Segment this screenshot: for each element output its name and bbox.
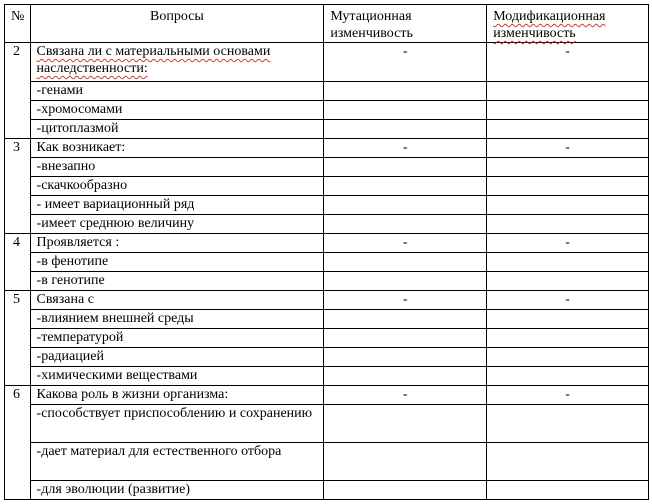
mutational-cell: - <box>324 139 487 158</box>
row-number: 3 <box>5 139 31 234</box>
modificational-cell: - <box>487 291 649 310</box>
modificational-cell <box>487 443 649 481</box>
answer-option: -внезапно <box>30 158 324 177</box>
mutational-cell <box>324 177 487 196</box>
table-row <box>5 291 649 310</box>
table-row <box>5 405 649 443</box>
modificational-cell <box>487 158 649 177</box>
mutational-cell: - <box>324 234 487 253</box>
answer-option: -способствует приспособлению и сохранению <box>30 405 324 443</box>
modificational-cell <box>487 120 649 139</box>
modificational-cell <box>487 329 649 348</box>
answer-option: -скачкообразно <box>30 177 324 196</box>
table-row <box>5 253 649 272</box>
mutational-cell <box>324 272 487 291</box>
mutational-cell <box>324 329 487 348</box>
row-number: 4 <box>5 234 31 291</box>
modificational-cell: - <box>487 234 649 253</box>
question-text: Связана с <box>30 291 324 310</box>
answer-option: -в генотипе <box>30 272 324 291</box>
table-row <box>5 234 649 253</box>
modificational-cell <box>487 82 649 101</box>
modificational-cell <box>487 272 649 291</box>
table-row <box>5 101 649 120</box>
table-row <box>5 348 649 367</box>
table-row <box>5 82 649 101</box>
answer-option: -имеет среднюю величину <box>30 215 324 234</box>
mutational-cell <box>324 481 487 500</box>
answer-option: -температурой <box>30 329 324 348</box>
mutational-cell <box>324 120 487 139</box>
table-row <box>5 443 649 481</box>
answer-option: - имеет вариационный ряд <box>30 196 324 215</box>
answer-option: -хромосомами <box>30 101 324 120</box>
table-row <box>5 367 649 386</box>
answer-option: -дает материал для естественного отбора <box>30 443 324 481</box>
table-row <box>5 158 649 177</box>
answer-option: -радиацией <box>30 348 324 367</box>
header-questions: Вопросы <box>30 5 324 43</box>
modificational-cell <box>487 481 649 500</box>
table-row <box>5 215 649 234</box>
modificational-cell <box>487 310 649 329</box>
table-row <box>5 329 649 348</box>
answer-option: -генами <box>30 82 324 101</box>
answer-option: -химическими веществами <box>30 367 324 386</box>
mutational-cell <box>324 443 487 481</box>
mutational-cell <box>324 158 487 177</box>
header-modificational-line1: Модификационная <box>493 9 606 24</box>
modificational-cell <box>487 177 649 196</box>
mutational-cell <box>324 196 487 215</box>
mutational-cell <box>324 310 487 329</box>
mutational-cell <box>324 101 487 120</box>
modificational-cell <box>487 215 649 234</box>
header-number: № <box>5 5 31 43</box>
table-row <box>5 196 649 215</box>
modificational-cell: - <box>487 386 649 405</box>
answer-option: -в фенотипе <box>30 253 324 272</box>
table-row <box>5 177 649 196</box>
mutational-cell: - <box>324 291 487 310</box>
questions-table <box>4 4 649 500</box>
table-row <box>5 43 649 82</box>
question-text-label: Связана ли с материальными основами наследственности: <box>36 44 271 76</box>
table-row <box>5 386 649 405</box>
answer-option: -влиянием внешней среды <box>30 310 324 329</box>
modificational-cell <box>487 253 649 272</box>
row-number: 5 <box>5 291 31 386</box>
mutational-cell: - <box>324 43 487 82</box>
table-row <box>5 272 649 291</box>
answer-option: -цитоплазмой <box>30 120 324 139</box>
header-mutational-line1: Мутационная <box>330 9 412 24</box>
mutational-cell: - <box>324 386 487 405</box>
header-row <box>5 5 649 43</box>
mutational-cell <box>324 348 487 367</box>
row-number: 2 <box>5 43 31 139</box>
mutational-cell <box>324 215 487 234</box>
mutational-cell <box>324 82 487 101</box>
table-row <box>5 139 649 158</box>
answer-option: -для эволюции (развитие) <box>30 481 324 500</box>
question-text: Как возникает: <box>30 139 324 158</box>
modificational-cell: - <box>487 43 649 82</box>
question-text: Какова роль в жизни организма: <box>30 386 324 405</box>
question-text <box>30 43 324 82</box>
header-modificational <box>487 5 649 43</box>
modificational-cell <box>487 405 649 443</box>
modificational-cell <box>487 367 649 386</box>
modificational-cell: - <box>487 139 649 158</box>
header-modificational-line2: изменчивость <box>493 26 576 41</box>
header-mutational <box>324 5 487 43</box>
table-row <box>5 310 649 329</box>
header-mutational-line2: изменчивость <box>330 26 413 41</box>
table-row <box>5 120 649 139</box>
mutational-cell <box>324 367 487 386</box>
table-row <box>5 481 649 500</box>
mutational-cell <box>324 405 487 443</box>
row-number: 6 <box>5 386 31 500</box>
modificational-cell <box>487 348 649 367</box>
modificational-cell <box>487 101 649 120</box>
mutational-cell <box>324 253 487 272</box>
question-text: Проявляется : <box>30 234 324 253</box>
modificational-cell <box>487 196 649 215</box>
